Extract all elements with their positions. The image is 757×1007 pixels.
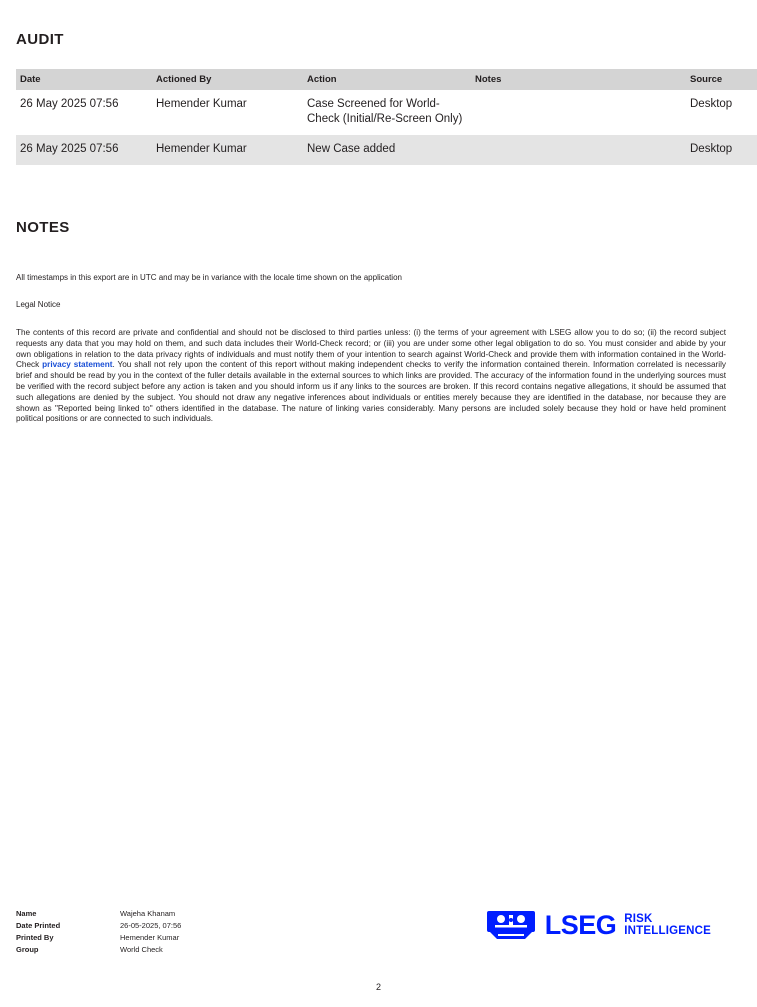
footer-value-printed-by: Hemender Kumar [120,933,180,942]
table-header-row [16,69,757,90]
audit-table-header [16,69,757,90]
timestamp-note: All timestamps in this export are in UTC and may be in variance with the locale time shown on the application [16,273,402,282]
legal-notice-body [16,328,726,425]
footer-metadata-table [16,908,181,956]
column-header-date: Date [16,69,152,90]
footer-value-date-printed: 26-05-2025, 07:56 [120,921,182,930]
cell-source: Desktop [686,135,757,165]
footer-row-name [16,908,181,920]
footer-row-group [16,944,181,956]
intelligence-label: INTELLIGENCE [624,925,711,937]
footer-row-printed-by [16,932,181,944]
risk-label: RISK [624,913,653,925]
cell-source: Desktop [686,90,757,135]
footer-label-printed-by: Printed By [16,933,54,942]
footer-label-date-printed: Date Printed [16,921,61,930]
footer-row-date-printed [16,920,181,932]
lion-crest-icon [485,908,537,942]
audit-table [16,69,757,165]
legal-body-part1: The contents of this record are private and confidential and should not be disclosed to third parties unless: (i) the terms of your agreement with LSEG allow you to do so; (ii) the record subject requests any data that you may hold on them, and such data includes their World-Check record; or (iii) you are under some other legal obligation to do so. You must consider and abide by your own obligations in relation to the data privacy rights of individuals and must notify them of your intention to search against World-Check and provide them with information contained in the World-Check [16,328,726,370]
column-header-source: Source [686,69,757,90]
notes-block [16,272,726,425]
privacy-statement-link[interactable]: privacy statement [42,360,113,370]
column-header-action: Action [303,69,471,90]
column-header-actioned-by: Actioned By [152,69,303,90]
legal-body-part2: . You shall not rely upon the content of this report without making independent checks to verify the information contained therein. Information correlated is necessarily brief and should be read by you in the context of the fuller details available in the external sources to which links are provided. The accuracy of the information found in the underlying sources must be verified with the record subject before any action is taken and you should inform us if any links to the sources are broken. If this record contains negative allegations, it should be assumed that such allegations are denied by the subject. You should not draw any negative inferences about individuals or entities merely because they are identified in the database, nor because they are shown as "Reported being linked to" others identified in the database. The nature of linking varies considerably. Many persons are included solely because they hold or have held prominent political positions or are connected to such individuals. [16,360,726,424]
page-number: 2 [375,982,381,992]
audit-section-heading: AUDIT [16,31,64,48]
cell-notes [471,135,686,165]
table-row [16,90,757,135]
footer-value-group: World Check [120,945,163,954]
column-header-notes: Notes [471,69,686,90]
cell-notes [471,90,686,135]
footer-label-group: Group [16,945,39,954]
audit-table-container [16,69,733,165]
cell-action: Case Screened for World-Check (Initial/Re-Screen Only) [303,90,471,135]
audit-table-body [16,90,757,165]
footer-value-name: Wajeha Khanam [120,909,176,918]
cell-action: New Case added [303,135,471,165]
cell-actioned-by: Hemender Kumar [152,90,303,135]
cell-date: 26 May 2025 07:56 [16,135,152,165]
notes-section-heading: NOTES [16,219,70,236]
table-row [16,135,757,165]
footer-label-name: Name [16,909,37,918]
legal-notice-label: Legal Notice [16,300,61,309]
lseg-logo [485,908,711,942]
risk-intelligence-wordmark [624,913,711,937]
lseg-wordmark: LSEG [544,909,617,940]
cell-actioned-by: Hemender Kumar [152,135,303,165]
cell-date: 26 May 2025 07:56 [16,90,152,135]
document-footer [16,908,726,956]
